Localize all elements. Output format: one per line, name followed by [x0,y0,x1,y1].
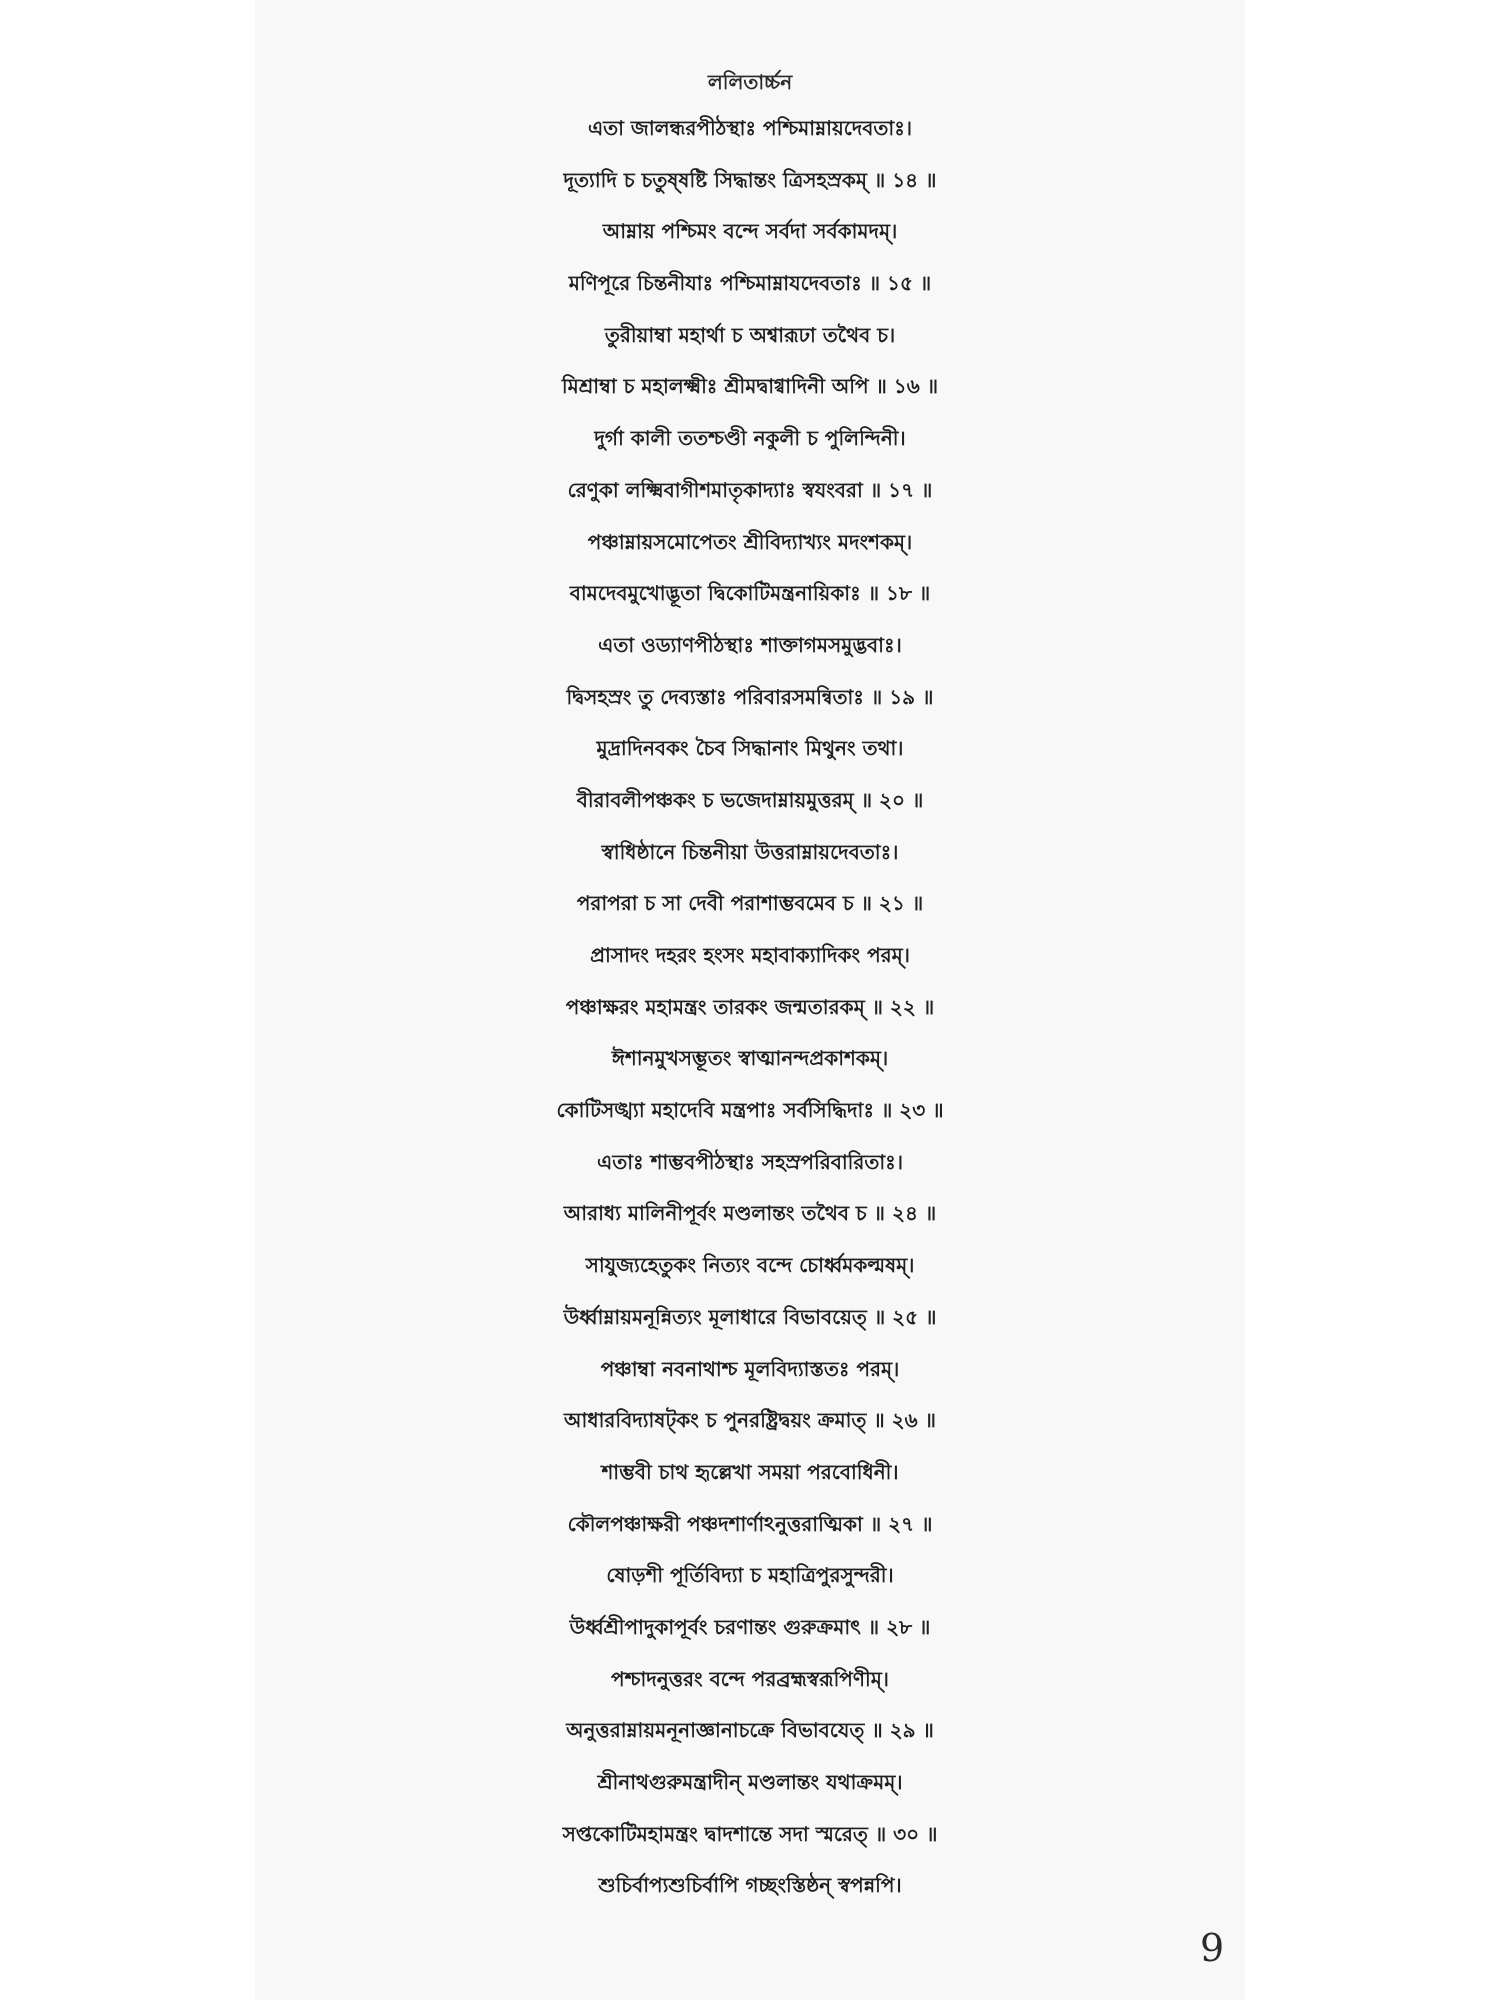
verse-line: বীরাবলীপঞ্চকং চ ভজেদাম্নায়মুত্তরম্ ॥ ২০ ॥ [576,787,924,812]
verse-line: রেণুকা লক্ষ্মিবাগীশমাতৃকাদ্যাঃ স্বযংবরা ॥ ১৭ ॥ [567,477,933,502]
verse-line: সপ্তকোটিমহামন্ত্রং দ্বাদশান্তে সদা স্মরেত্ ॥ ৩০ ॥ [562,1821,938,1846]
verse-line: এতা জালন্ধরপীঠস্থাঃ পশ্চিমাম্নায়দেবতাঃ। [587,116,913,140]
verse-line: দুর্গা কালী ততশ্চণ্ডী নকুলী চ পুলিন্দিনী। [594,426,906,451]
verse-line: পশ্চাদনুত্তরং বন্দে পরব্রহ্মস্বরূপিণীম্। [611,1666,889,1691]
verse-line: বামদেবমুখোদ্ভূতা দ্বিকোটিমন্ত্রনায়িকাঃ ॥ ১৮ ॥ [569,581,931,606]
verse-line: অনুত্তরাম্নায়মনূনাজ্ঞানাচক্রে বিভাবযেত্ ॥ ২৯ ॥ [566,1718,934,1743]
verse-line: সাযুজ্যহেতুকং নিত্যং বন্দে চোর্ধ্বমকল্মষম্। [585,1253,915,1278]
verse-line: আম্নায় পশ্চিমং বন্দে সর্বদা সর্বকামদম্। [602,219,898,244]
verse-line: স্বাধিষ্ঠানে চিন্তনীয়া উত্তরাম্নায়দেবতাঃ। [601,839,899,864]
verse-line: শাম্ভবী চাথ হৃল্লেখা সময়া পরবোধিনী। [601,1459,899,1484]
verse-line: ঈশানমুখসম্ভূতং স্বাত্মানন্দপ্রকাশকম্। [611,1046,889,1071]
verse-line: মণিপূরে চিন্তনীযাঃ পশ্চিমাম্নাযদেবতাঃ ॥ ১৫ ॥ [568,271,932,296]
verse-block [255,103,1245,1912]
verse-line: ষোড়শী পূর্তিবিদ্যা চ মহাত্রিপুরসুন্দরী। [606,1563,894,1588]
verse-line: কোটিসঙ্খ্যা মহাদেবি মন্ত্রপাঃ সর্বসিদ্ধিদাঃ ॥ ২৩ ॥ [556,1098,944,1123]
verse-line: তুরীয়াম্বা মহার্থা চ অশ্বারূঢা তথৈব চ। [604,322,896,347]
verse-line: এতাঃ শাম্ভবপীঠস্থাঃ সহস্রপরিবারিতাঃ। [597,1149,903,1174]
verse-line: পরাপরা চ সা দেবী পরাশাম্ভবমেব চ ॥ ২১ ॥ [576,891,924,916]
verse-line: মুদ্রাদিনবকং চৈব সিদ্ধানাং মিথুনং তথা। [596,736,904,761]
running-head: ললিতার্চ্চন [707,70,793,94]
verse-line: দূত্যাদি চ চতুষ্ষষ্টি সিদ্ধান্তং ত্রিসহস্রকম্ ॥ ১৪ ॥ [563,167,937,192]
verse-line: শুচির্বাপ্যশুচির্বাপি গচ্ছংস্তিষ্ঠন্ স্বপন্নপি। [598,1873,902,1898]
verse-line: কৌলপঞ্চাক্ষরী পঞ্চদশার্ণাঽনুত্তরাত্মিকা ॥ ২৭ ॥ [567,1511,933,1536]
verse-line: আরাধ্য মালিনীপূর্বং মণ্ডলান্তং তথৈব চ ॥ ২৪ ॥ [563,1201,937,1226]
verse-line: উর্ধ্বশ্রীপাদুকাপূর্বং চরণান্তং গুরুক্রমাৎ ॥ ২৮ ॥ [569,1614,931,1639]
verse-line: পঞ্চাম্বা নবনাথাশ্চ মূলবিদ্যাস্ততঃ পরম্। [600,1356,900,1381]
page-number: 9 [1200,1926,1225,1970]
verse-line: দ্বিসহস্রং তু দেব্যস্তাঃ পরিবারসমন্বিতাঃ ॥ ১৯ ॥ [566,684,934,709]
verse-line: শ্রীনাথগুরুমন্ত্রাদীন্ মণ্ডলান্তং যথাক্রমম্। [597,1770,903,1794]
verse-line: প্রাসাদং দহরং হংসং মহাবাক্যাদিকং পরম্। [590,943,910,967]
verse-line: আধারবিদ্যাষট্কং চ পুনরষ্ট্রিদ্বয়ং ক্রমাত্ ॥ ২৬ ॥ [564,1408,936,1433]
verse-line: পঞ্চাক্ষরং মহামন্ত্রং তারকং জন্মতারকম্ ॥ ২২ ॥ [565,994,935,1019]
verse-line: মিশ্রাম্বা চ মহালক্ষ্মীঃ শ্রীমদ্বাগ্বাদিনী অপি ॥ ১৬ ॥ [561,374,939,399]
verse-line: এতা ওড্যাণপীঠস্থাঃ শাক্তাগমসমুদ্ভবাঃ। [598,632,902,657]
verse-line: উর্ধ্বাম্নায়মনূন্নিত্যং মূলাধারে বিভাবয়েত্ ॥ ২৫ ॥ [563,1304,937,1329]
verse-line: পঞ্চাম্নায়সমোপেতং শ্রীবিদ্যাখ্যং মদংশকম্। [587,529,913,554]
